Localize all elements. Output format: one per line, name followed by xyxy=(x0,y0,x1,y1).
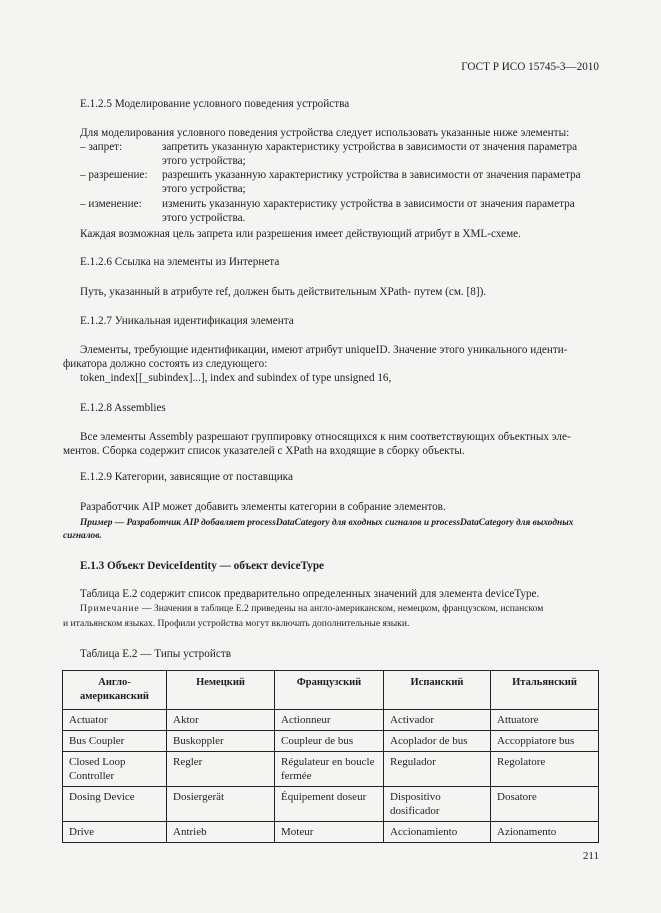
list-item-text: этого устройства; xyxy=(162,183,246,195)
table-cell: Bus Coupler xyxy=(63,731,167,752)
list-item-text: этого устройства; xyxy=(162,155,246,167)
column-header: Итальянский xyxy=(491,671,599,710)
table-cell: Closed Loop Controller xyxy=(63,752,167,787)
table-cell: Attuatore xyxy=(491,710,599,731)
table-cell: Dosing Device xyxy=(63,787,167,822)
table-row xyxy=(63,822,599,843)
list-item-term: – изменение: xyxy=(80,198,142,210)
table-cell: Antrieb xyxy=(167,822,275,843)
device-types-table xyxy=(62,670,599,843)
list-item-term: – запрет: xyxy=(80,141,123,153)
table-cell: Équipement doseur xyxy=(275,787,384,822)
table-header-row xyxy=(63,671,599,710)
column-header: Испанский xyxy=(384,671,491,710)
table-cell: Actuator xyxy=(63,710,167,731)
table-cell: Drive xyxy=(63,822,167,843)
table-cell: Actionneur xyxy=(275,710,384,731)
section-e127-text: фикатора должно состоять из следующего: xyxy=(63,358,268,370)
table-cell: Regler xyxy=(167,752,275,787)
section-e127-text: token_index[[_subindex]...], index and subindex of type unsigned 16, xyxy=(80,372,392,384)
note-label: Примечание xyxy=(80,603,140,614)
section-title-e125: E.1.2.5 Моделирование условного поведения устройства xyxy=(80,98,350,110)
document-header: ГОСТ Р ИСО 15745-3—2010 xyxy=(461,61,599,73)
section-e126-text: Путь, указанный в атрибуте ref, должен быть действительным XPath- путем (см. [8]). xyxy=(80,286,487,298)
table-caption: Таблица E.2 — Типы устройств xyxy=(80,648,231,660)
table-cell: Aktor xyxy=(167,710,275,731)
table-cell: Regulador xyxy=(384,752,491,787)
example-text: сигналов. xyxy=(63,531,102,541)
section-title-e126: E.1.2.6 Ссылка на элементы из Интернета xyxy=(80,256,280,268)
section-title-e129: E.1.2.9 Категории, зависящие от поставщика xyxy=(80,471,293,483)
column-header: Немецкий xyxy=(167,671,275,710)
section-e128-text: Все элементы Assembly разрешают группировку относящихся к ним соответствующих объектных эле- xyxy=(80,431,571,443)
section-title-e128: E.1.2.8 Assemblies xyxy=(80,402,166,414)
table-cell: Accionamiento xyxy=(384,822,491,843)
section-e125-outro: Каждая возможная цель запрета или разрешения имеет действующий атрибут в XML-схеме. xyxy=(80,228,521,240)
list-item-text: разрешить указанную характеристику устройства в зависимости от значения параметра xyxy=(162,169,581,181)
table-row xyxy=(63,787,599,822)
table-cell: Regolatore xyxy=(491,752,599,787)
section-e125-intro: Для моделирования условного поведения устройства следует использовать указанные ниже элементы: xyxy=(80,127,570,139)
table-cell: Acoplador de bus xyxy=(384,731,491,752)
note-text: и итальянском языках. Профили устройства могут включать дополнительные языки. xyxy=(63,618,410,629)
note xyxy=(80,602,543,615)
table-cell: Dosatore xyxy=(491,787,599,822)
note-text: — Значения в таблице E.2 приведены на англо-американском, немецком, французском, испанском xyxy=(139,603,544,614)
page-number: 211 xyxy=(582,850,599,862)
table-cell: Dosiergerät xyxy=(167,787,275,822)
table-cell: Coupleur de bus xyxy=(275,731,384,752)
section-e128-text: ментов. Сборка содержит список указателей с XPath на входящие в сборку объекты. xyxy=(63,445,465,457)
section-e13-text: Таблица E.2 содержит список предварительно определенных значений для элемента deviceType. xyxy=(80,588,540,600)
example-text: Пример — Разработчик AIP добавляет processDataCategory для входных сигналов и processDataCategory для выходных xyxy=(80,518,574,528)
section-e127-text: Элементы, требующие идентификации, имеют атрибут uniqueID. Значение этого уникального иденти- xyxy=(80,344,568,356)
section-title-e13: E.1.3 Объект DeviceIdentity — объект deviceType xyxy=(80,560,325,572)
table-cell: Dispositivo dosificador xyxy=(384,787,491,822)
list-item-text: изменить указанную характеристику устройства в зависимости от значения параметра xyxy=(162,198,575,210)
table-cell: Azionamento xyxy=(491,822,599,843)
table-cell: Moteur xyxy=(275,822,384,843)
table-cell: Buskoppler xyxy=(167,731,275,752)
table-row xyxy=(63,731,599,752)
column-header: Англо-американский xyxy=(63,671,167,710)
column-header: Французский xyxy=(275,671,384,710)
table-cell: Régulateur en boucle fermée xyxy=(275,752,384,787)
list-item-text: запретить указанную характеристику устройства в зависимости от значения параметра xyxy=(162,141,578,153)
section-title-e127: E.1.2.7 Уникальная идентификация элемента xyxy=(80,315,294,327)
list-item-term: – разрешение: xyxy=(80,169,148,181)
table-cell: Activador xyxy=(384,710,491,731)
table-row xyxy=(63,752,599,787)
section-e129-text: Разработчик AIP может добавить элементы категории в собрание элементов. xyxy=(80,501,446,513)
table-cell: Accoppiatore bus xyxy=(491,731,599,752)
list-item-text: этого устройства. xyxy=(162,212,246,224)
table-row xyxy=(63,710,599,731)
